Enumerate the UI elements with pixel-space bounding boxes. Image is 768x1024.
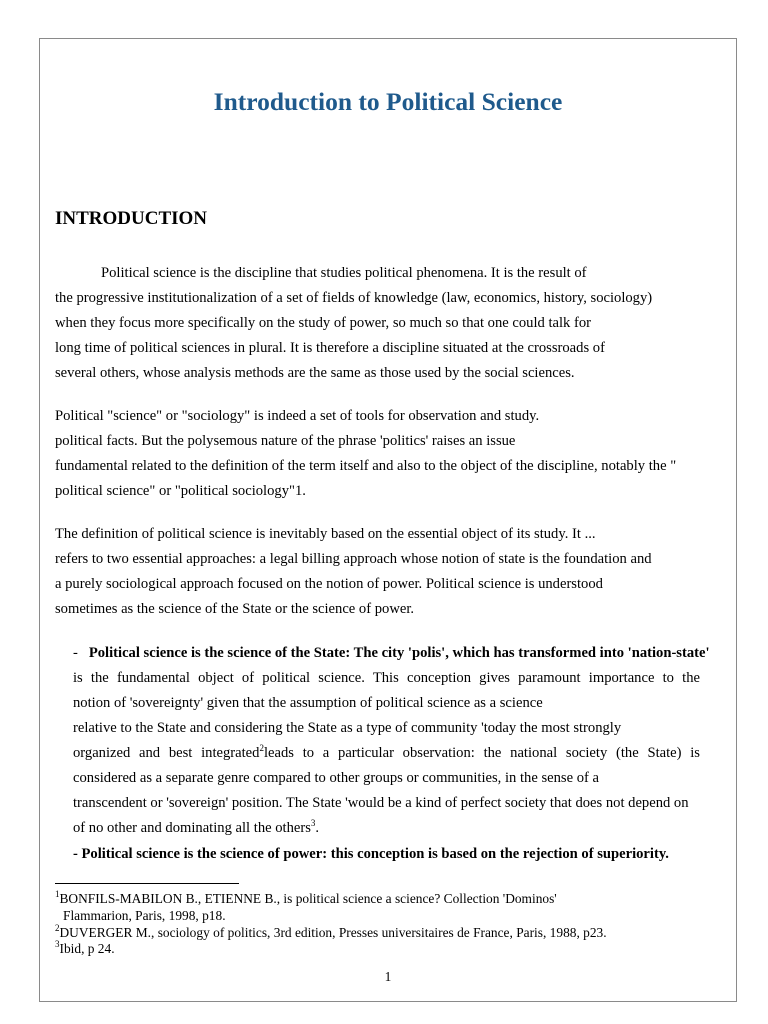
bullet-line: of no other and dominating all the others$^3$. (73, 818, 320, 836)
bullet-bold-lead: Political science is the science of the State: The city 'polis', which has transformed into 'nation-state' (88, 645, 710, 661)
paragraph-line: when they focus more specifically on the study of power, so much so that one could talk for (55, 315, 592, 331)
paragraph-line: refers to two essential approaches: a legal billing approach whose notion of state is the foundation and (55, 551, 652, 567)
paragraph-line: a purely sociological approach focused on the notion of power. Political science is understood (55, 576, 603, 592)
footnote-separator (55, 883, 239, 884)
bullet-dash: - (73, 645, 78, 661)
bullet-line: notion of 'sovereignty' given that the assumption of political science as a science (73, 695, 543, 711)
bullet-line: relative to the State and considering the State as a type of community 'today the most strongly (73, 720, 622, 736)
paragraph-line: Political "science" or "sociology" is indeed a set of tools for observation and study. (55, 408, 540, 424)
page-number: 1 (384, 969, 392, 984)
paragraph-line: Political science is the discipline that studies political phenomena. It is the result of (101, 265, 587, 281)
bullet-line: transcendent or 'sovereign' position. The State 'would be a kind of perfect society that does not depend on (73, 795, 689, 811)
bullet-line: considered as a separate genre compared to other groups or communities, in the sense of a (73, 770, 600, 786)
footnote-3: $^3$Ibid, p 24. (55, 939, 115, 956)
document-title: Introduction to Political Science (213, 87, 563, 116)
paragraph-line: political science" or "political sociology"1. (55, 483, 306, 499)
footnote-1-cont: Flammarion, Paris, 1998, p18. (63, 908, 226, 923)
paragraph-line: political facts. But the polysemous nature of the phrase 'politics' raises an issue (55, 433, 516, 449)
paragraph-line: fundamental related to the definition of the term itself and also to the object of the discipline, notably the " (55, 458, 677, 474)
footnote-ref-2: 2 (259, 743, 264, 753)
paragraph-line: the progressive institutionalization of a set of fields of knowledge (law, economics, history, sociology) (55, 290, 653, 306)
bullet-line: organized and best integrated$^2$leads to a particular observation: the national society (the State) is (73, 743, 700, 761)
paragraph-line: The definition of political science is inevitably based on the essential object of its study. It ... (55, 526, 596, 542)
bullet-power-lead: - Political science is the science of power: this conception is based on the rejection of superiority. (73, 846, 669, 862)
bullet-state-lead (73, 645, 710, 662)
footnote-1: $^1$BONFILS-MABILON B., ETIENNE B., is political science a science? Collection 'Dominos' (55, 889, 557, 906)
footnote-ref-3: 3 (310, 818, 316, 828)
paragraph-line: sometimes as the science of the State or the science of power. (55, 601, 415, 617)
paragraph-line: long time of political sciences in plural. It is therefore a discipline situated at the crossroads of (55, 340, 605, 356)
document-page (39, 38, 737, 1002)
paragraph-line: several others, whose analysis methods are the same as those used by the social sciences. (55, 365, 575, 381)
bullet-line: is the fundamental object of political science. This conception gives paramount importance to the (73, 670, 700, 686)
footnote-2: $^2$DUVERGER M., sociology of politics, 3rd edition, Presses universitaires de France, Paris, 1988, p23. (55, 923, 607, 940)
section-heading: INTRODUCTION (55, 208, 208, 229)
